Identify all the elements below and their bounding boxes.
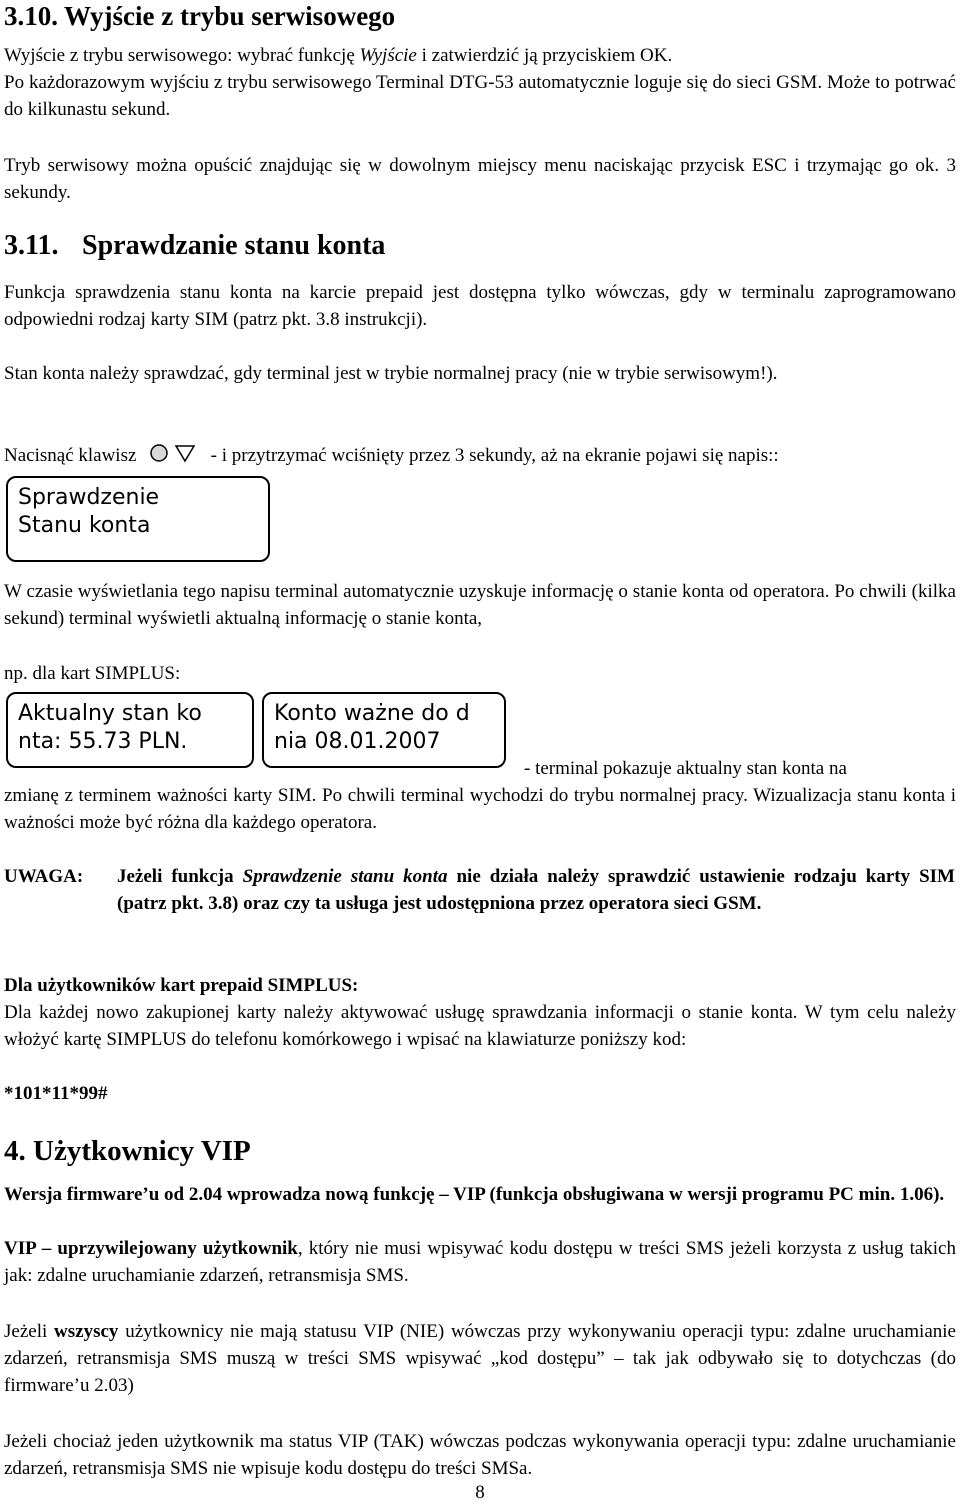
lcd-display-validity [262, 692, 506, 768]
paragraph [4, 42, 956, 69]
section-4-heading: 4. Użytkownicy VIP [4, 1135, 251, 1167]
paragraph: Jeżeli chociaż jeden użytkownik ma status VIP (TAK) wówczas podczas wykonywania operacji typu: zdalne uruchamianie zdarzeń, retransmisja SMS nie wpisuje kodu dostępu do treści SMSa. [4, 1431, 956, 1479]
page-number: 8 [475, 1482, 485, 1503]
lcd-line: nta: 55.73 PLN. [18, 729, 188, 754]
lcd-line: Aktualny stan ko [18, 701, 202, 726]
text: Nacisnąć klawisz [4, 445, 137, 466]
section-title: Sprawdzanie stanu konta [82, 230, 386, 261]
paragraph [4, 442, 956, 471]
paragraph: Stan konta należy sprawdzać, gdy terminal jest w trybie normalnej pracy (nie w trybie serwisowym!). [4, 363, 778, 384]
text: Jeżeli [4, 1321, 55, 1342]
paragraph: zmianę z terminem ważności karty SIM. Po chwili terminal wychodzi do trybu normalnej pracy. Wizualizacja stanu konta i ważności może być różna dla każdego operatora. [4, 785, 956, 833]
section-number: 3.11. [4, 230, 59, 261]
paragraph [524, 755, 956, 782]
warning-note [4, 863, 956, 947]
lcd-display-checking [6, 476, 270, 562]
text: nie działa należy sprawdzić ustawienie rodzaju karty SIM (patrz pkt. 3.8) oraz czy ta usługa jest udostępniona przez operatora sieci GSM. [117, 866, 955, 914]
lcd-line: Sprawdzenie [18, 485, 160, 510]
paragraph: W czasie wyświetlania tego napisu terminal automatycznie uzyskuje informację o stanie konta od operatora. Po chwili (kilka sekund) terminal wyświetli aktualną informację o stanie konta, [4, 581, 956, 629]
activation-code: *101*11*99# [4, 1083, 108, 1104]
paragraph: Funkcja sprawdzenia stanu konta na karcie prepaid jest dostępna tylko wówczas, gdy w terminalu zaprogramowano odpowiedni rodzaj karty SIM (patrz pkt. 3.8 instrukcji). [4, 282, 956, 330]
text: Jeżeli funkcja [117, 866, 243, 887]
paragraph: Tryb serwisowy można opuścić znajdując się w dowolnym miejscy menu naciskając przycisk ESC i trzymając go ok. 3 sekundy. [4, 155, 956, 203]
paragraph: Dla każdej nowo zakupionej karty należy aktywować usługę sprawdzania informacji o stanie konta. W tym celu należy włożyć kartę SIMPLUS do telefonu komórkowego i wpisać na klawiaturze poniższy kod: [4, 1002, 956, 1050]
section-number: 3.10. [4, 1, 58, 31]
lcd-line: Konto ważne do d [274, 701, 470, 726]
down-triangle-key-icon [174, 443, 196, 471]
text: i zatwierdzić ją przyciskiem OK. [416, 45, 673, 66]
paragraph: Wersja firmware’u od 2.04 wprowadza nową funkcję – VIP (funkcja obsługiwana w wersji programu PC min. 1.06). [4, 1184, 945, 1205]
text: Wyjście z trybu serwisowego: wybrać funkcję [4, 45, 360, 66]
lcd-line: nia 08.01.2007 [274, 729, 441, 754]
text: - i przytrzymać wciśnięty przez 3 sekundy, aż na ekranie pojawi się napis:: [210, 445, 779, 466]
prepaid-heading: Dla użytkowników kart prepaid SIMPLUS: [4, 975, 359, 996]
section-3-11-heading [4, 230, 385, 262]
warning-text [117, 863, 955, 917]
text: użytkownicy nie mają statusu VIP (NIE) wówczas przy wykonywaniu operacji typu: zdalne uruchamianie zdarzeń, retransmisja SMS muszą w treści SMS wpisywać „kod dostępu” – tak jak odbywało się to dotychczas (do firmware’u 2.03) [4, 1321, 956, 1396]
circle-key-icon [149, 443, 169, 471]
italic-text: Sprawdzenie stanu konta [242, 866, 448, 887]
bold-text: VIP – uprzywilejowany użytkownik [4, 1238, 298, 1259]
paragraph [4, 1318, 956, 1399]
text: - terminal pokazuje aktualny stan konta na [524, 758, 847, 779]
paragraph: np. dla kart SIMPLUS: [4, 663, 181, 684]
paragraph [4, 1235, 956, 1289]
bold-text: wszyscy [54, 1321, 119, 1342]
paragraph: Po każdorazowym wyjściu z trybu serwisowego Terminal DTG-53 automatycznie loguje się do sieci GSM. Może to potrwać do kilkunastu sekund. [4, 72, 956, 120]
lcd-line: Stanu konta [18, 513, 151, 538]
text: , który nie musi wpisywać kodu dostępu w treści SMS jeżeli korzysta z usług takich jak: zdalne uruchamianie zdarzeń, retransmisja SMS. [4, 1238, 956, 1286]
section-title: Wyjście z trybu serwisowego [64, 1, 396, 31]
italic-text: Wyjście [359, 45, 417, 66]
warning-label: UWAGA: [4, 866, 84, 887]
lcd-display-balance [6, 692, 254, 768]
section-3-10-heading [4, 0, 395, 32]
